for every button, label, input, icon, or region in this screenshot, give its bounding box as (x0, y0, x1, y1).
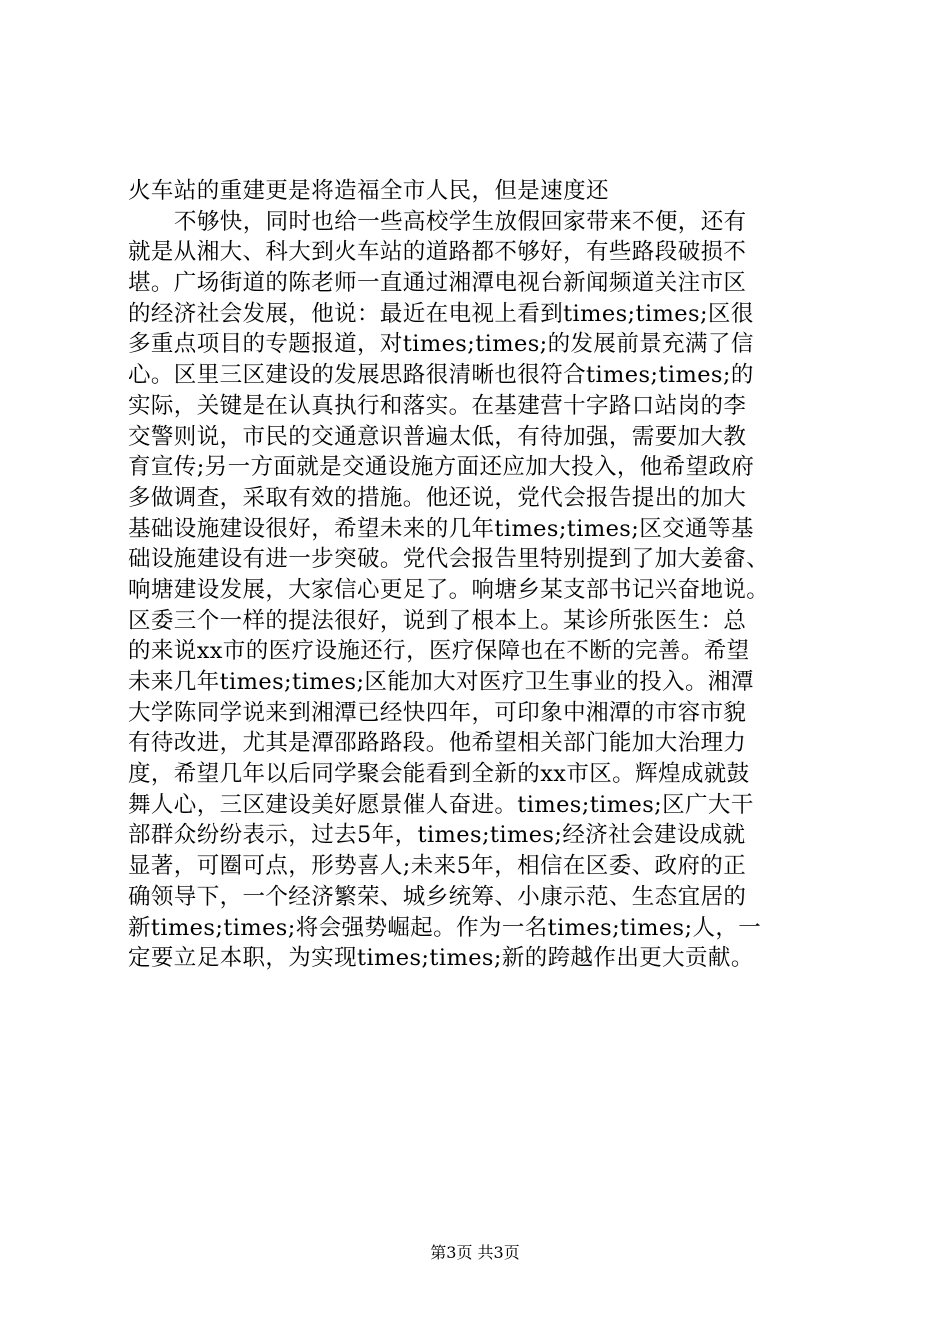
text-line: 定要立足本职，为实现times;times;新的跨越作出更大贡献。 (128, 945, 754, 972)
text-line: 的经济社会发展，他说：最近在电视上看到times;times;区很 (128, 300, 754, 327)
text-line: 的来说xx市的医疗设施还行，医疗保障也在不断的完善。希望 (128, 638, 750, 665)
text-line: 不够快，同时也给一些高校学生放假回家带来不便，还有 (174, 208, 747, 235)
document-body (128, 176, 838, 974)
text-line: 舞人心，三区建设美好愿景催人奋进。times;times;区广大干 (128, 791, 754, 818)
text-line: 有待改进，尤其是潭邵路路段。他希望相关部门能加大治理力 (128, 730, 747, 757)
text-line: 育宣传;另一方面就是交通设施方面还应加大投入，他希望政府 (128, 454, 755, 481)
text-line: 础设施建设有进一步突破。党代会报告里特别提到了加大姜畲、 (128, 546, 770, 573)
text-line: 心。区里三区建设的发展思路很清晰也很符合times;times;的 (128, 362, 754, 389)
text-line: 就是从湘大、科大到火车站的道路都不够好，有些路段破损不 (128, 239, 747, 266)
text-line: 基础设施建设很好，希望未来的几年times;times;区交通等基 (128, 515, 754, 542)
text-line: 新times;times;将会强势崛起。作为一名times;times;人，一 (128, 914, 762, 941)
text-line: 显著，可圈可点，形势喜人;未来5年，相信在区委、政府的正 (128, 853, 747, 880)
text-line: 部群众纷纷表示，过去5年，times;times;经济社会建设成就 (128, 822, 746, 849)
text-line: 区委三个一样的提法很好，说到了根本上。某诊所张医生：总 (128, 607, 747, 634)
text-line: 火车站的重建更是将造福全市人民，但是速度还 (128, 178, 609, 204)
text-line: 未来几年times;times;区能加大对医疗卫生事业的投入。湘潭 (128, 669, 754, 695)
page-number-footer: 第3页 共3页 (430, 1243, 520, 1262)
text-line: 响塘建设发展，大家信心更足了。响塘乡某支部书记兴奋地说。 (128, 576, 770, 603)
text-line: 多做调查，采取有效的措施。他还说，党代会报告提出的加大 (128, 484, 747, 511)
text-line: 度，希望几年以后同学聚会能看到全新的xx市区。辉煌成就鼓 (128, 761, 750, 788)
text-line: 大学陈同学说来到湘潭已经快四年，可印象中湘潭的市容市貌 (128, 699, 747, 726)
text-line: 确领导下，一个经济繁荣、城乡统筹、小康示范、生态宜居的 (128, 883, 747, 910)
text-line: 多重点项目的专题报道，对times;times;的发展前景充满了信 (128, 331, 754, 358)
text-line: 实际，关键是在认真执行和落实。在基建营十字路口站岗的李 (128, 392, 747, 419)
text-line: 堪。广场街道的陈老师一直通过湘潭电视台新闻频道关注市区 (128, 270, 747, 297)
text-line: 交警则说，市民的交通意识普遍太低，有待加强，需要加大教 (128, 423, 747, 450)
